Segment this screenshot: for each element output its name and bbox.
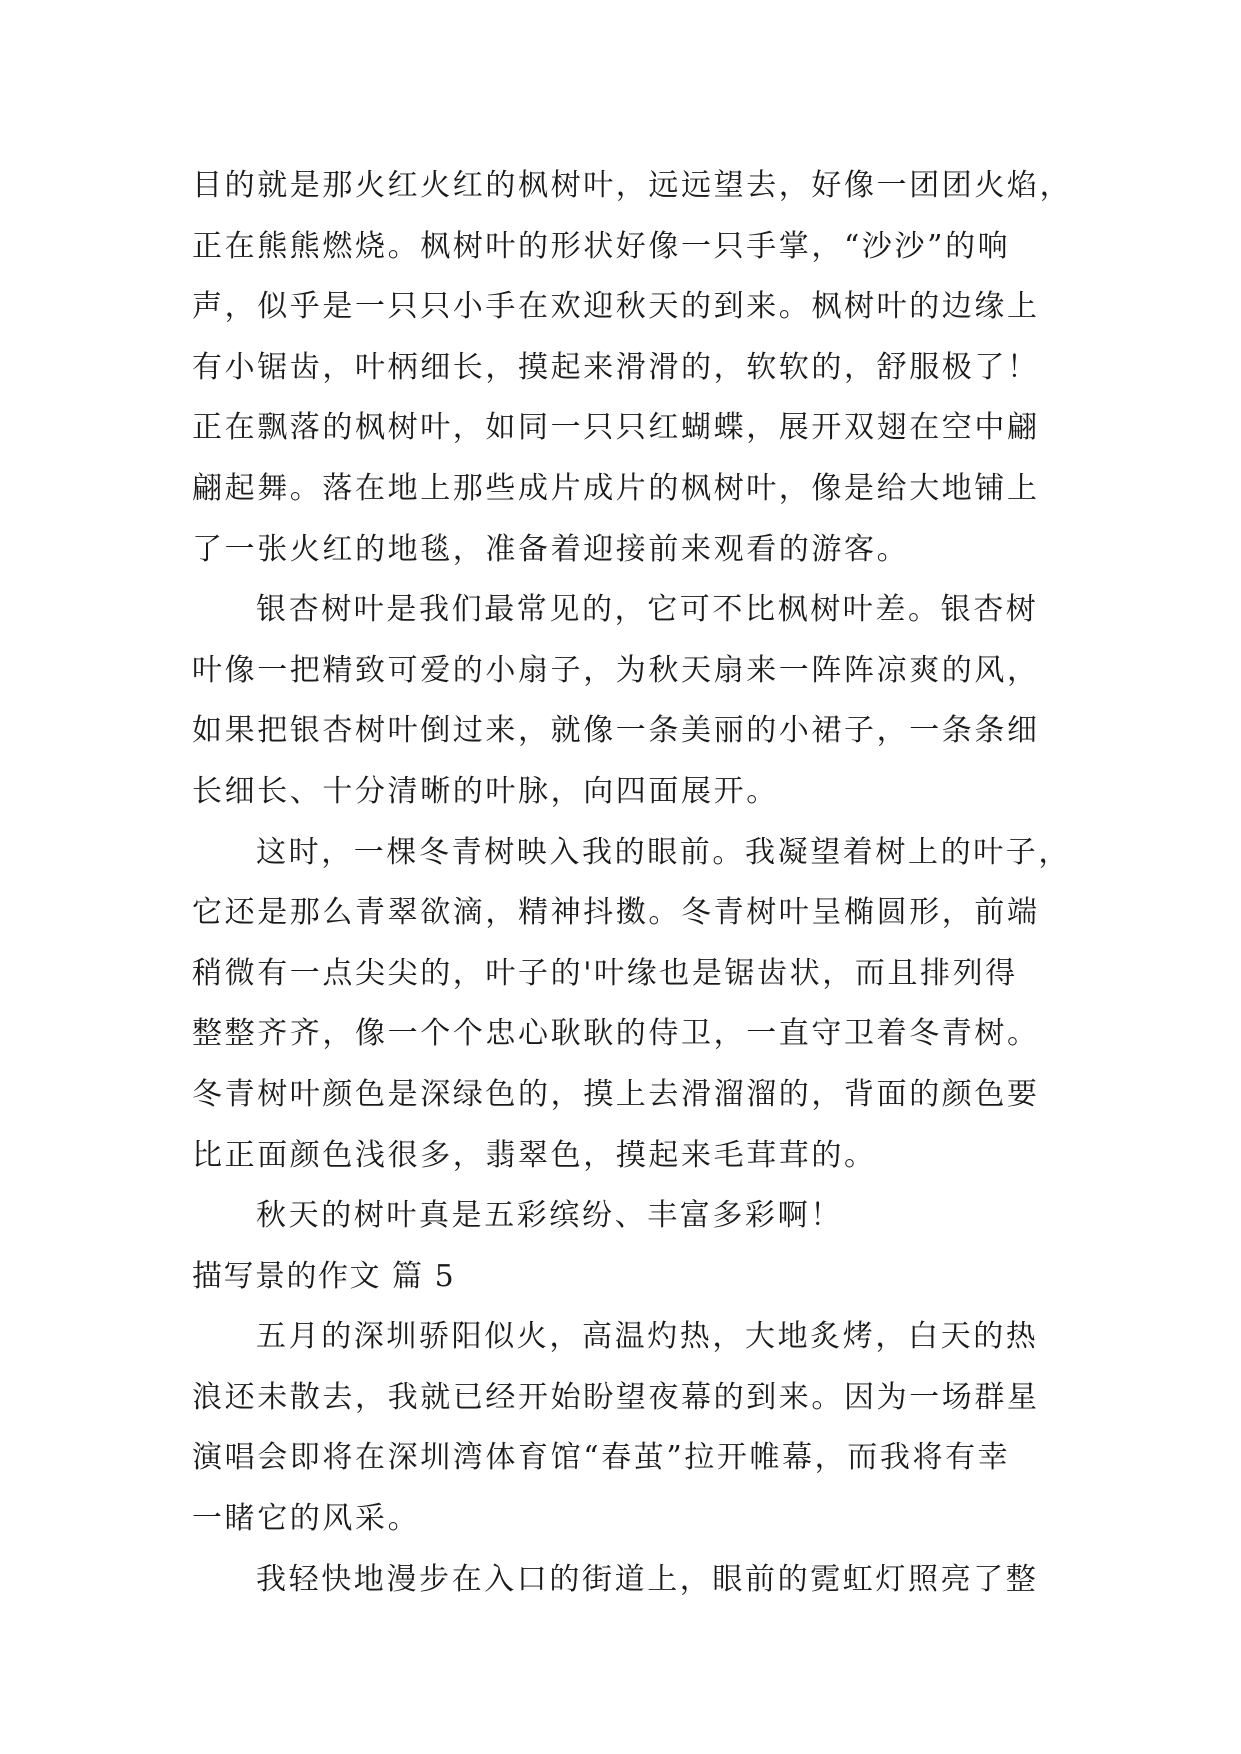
paragraph-start-line: 银杏树叶是我们最常见的，它可不比枫树叶差。银杏树 <box>256 592 1039 628</box>
text-line: 它还是那么青翠欲滴，精神抖擞。冬青树叶呈椭圆形，前端 <box>192 895 1040 931</box>
text-line: 稍微有一点尖尖的，叶子的'叶缘也是锯齿状，而且排列得 <box>192 955 1018 991</box>
section-heading: 描写景的作文 篇 5 <box>192 1258 456 1294</box>
paragraph-start-line: 这时，一棵冬青树映入我的眼前。我凝望着树上的叶子， <box>256 834 1071 870</box>
text-line: 了一张火红的地毯，准备着迎接前来观看的游客。 <box>192 531 910 567</box>
text-line: 比正面颜色浅很多，翡翠色，摸起来毛茸茸的。 <box>192 1137 877 1173</box>
document-body <box>192 156 1072 1610</box>
text-line: 整整齐齐，像一个个忠心耿耿的侍卫，一直守卫着冬青树。 <box>192 1016 1040 1052</box>
paragraph-start-line: 秋天的树叶真是五彩缤纷、丰富多彩啊！ <box>256 1198 843 1234</box>
text-line: 目的就是那火红火红的枫树叶，远远望去，好像一团团火焰， <box>192 168 1073 203</box>
text-line: 冬青树叶颜色是深绿色的，摸上去滑溜溜的，背面的颜色要 <box>192 1076 1040 1112</box>
paragraph-start-line: 我轻快地漫步在入口的街道上，眼前的霓虹灯照亮了整 <box>256 1561 1039 1597</box>
text-line: 有小锯齿，叶柄细长，摸起来滑滑的，软软的，舒服极了！ <box>192 349 1040 385</box>
text-line: 长细长、十分清晰的叶脉，向四面展开。 <box>192 773 779 809</box>
paragraph-start-line: 五月的深圳骄阳似火，高温灼热，大地炙烤，白天的热 <box>256 1319 1039 1355</box>
text-line: 演唱会即将在深圳湾体育馆“春茧”拉开帷幕，而我将有幸 <box>192 1440 1011 1476</box>
text-line: 正在熊熊燃烧。枫树叶的形状好像一只手掌，“沙沙”的响 <box>192 228 1011 264</box>
text-line: 一睹它的风采。 <box>192 1501 421 1537</box>
text-line: 翩起舞。落在地上那些成片成片的枫树叶，像是给大地铺上 <box>192 470 1040 506</box>
text-line: 叶像一把精致可爱的小扇子，为秋天扇来一阵阵凉爽的风， <box>192 652 1040 688</box>
text-line: 浪还未散去，我就已经开始盼望夜幕的到来。因为一场群星 <box>192 1379 1040 1415</box>
text-line: 正在飘落的枫树叶，如同一只只红蝴蝶，展开双翅在空中翩 <box>192 410 1040 446</box>
text-line: 如果把银杏树叶倒过来，就像一条美丽的小裙子，一条条细 <box>192 713 1040 749</box>
text-line: 声，似乎是一只只小手在欢迎秋天的到来。枫树叶的边缘上 <box>192 289 1040 325</box>
